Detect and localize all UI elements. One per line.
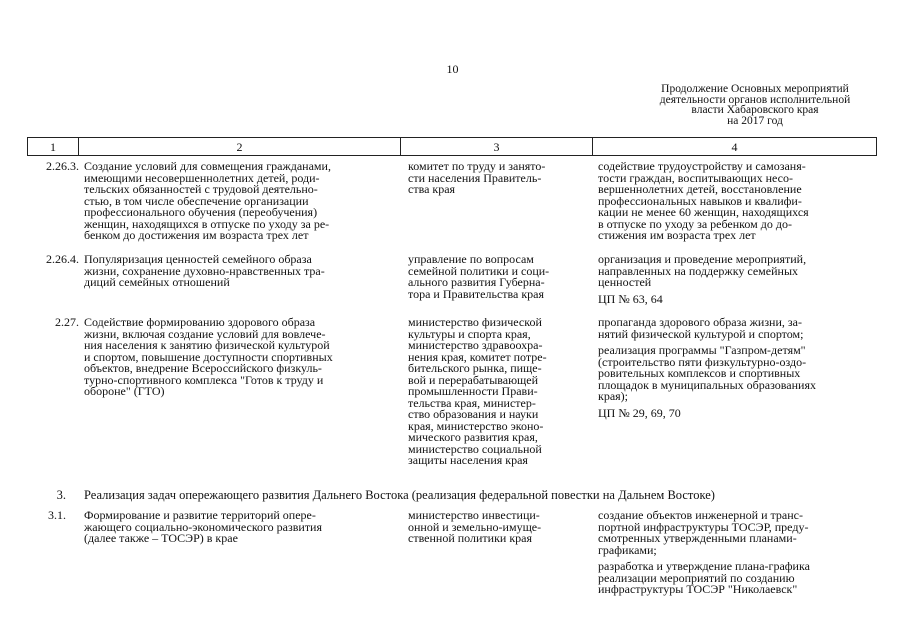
expected-result: [598, 161, 873, 242]
text-line: диций семейных отношений: [84, 275, 230, 289]
text-line: края);: [598, 389, 629, 403]
text-line: турно-спортивного комплекса "Готов к труду и: [84, 372, 324, 387]
activity-description: [84, 510, 402, 545]
text-line: Популяризация ценностей семейного образа: [84, 252, 312, 266]
text-line: вой и перерабатывающей: [408, 372, 539, 387]
text-line: министерство здравоохра-: [408, 338, 543, 352]
text-line: (строительство пяти физкультурно-оздо-: [598, 354, 807, 369]
header-cell-1: 1: [27, 137, 79, 156]
text-line: инфраструктуры ТОСЭР "Николаевск": [598, 582, 798, 596]
text-line: женщин, находящихся в отпуске по уходу за ре-: [84, 216, 330, 231]
responsible-body: [408, 510, 586, 545]
text-line: смотренных утвержденными планами-: [598, 531, 797, 545]
header-cell-3: 3: [400, 137, 593, 156]
text-line: графиками;: [598, 542, 657, 557]
text-line: содействие трудоустройству и самозаня-: [598, 159, 806, 173]
text-line: портной инфраструктуры ТОСЭР, преду-: [598, 519, 809, 534]
text-line: профессионального обучения (переобучения): [84, 205, 318, 219]
continuation-line: на 2017 год: [727, 114, 783, 127]
text-line: жизни, включая создание условий для вовлече-: [84, 326, 326, 341]
text-line: площадок в муниципальных образованиях: [598, 377, 816, 392]
text-line: комитет по труду и занято-: [408, 159, 546, 173]
program-reference: ЦП № 29, 69, 70: [598, 405, 681, 420]
text-line: обороне" (ГТО): [84, 384, 165, 398]
text-line: жающего социально-экономического развития: [84, 519, 323, 534]
text-line: ство образования и науки: [408, 407, 539, 421]
text-line: стью, в том числе обеспечение организации: [84, 193, 309, 208]
continuation-line: власти Хабаровского края: [691, 104, 819, 116]
text-line: управление по вопросам: [408, 252, 534, 266]
text-line: онной и земельно-имуще-: [408, 519, 542, 534]
continuation-heading: [640, 84, 870, 126]
text-line: края, министерство эконо-: [408, 418, 544, 433]
text-line: в отпуске по уходу за ребенком до до-: [598, 216, 792, 231]
text-line: стижения им возраста трех лет: [598, 228, 756, 242]
text-line: имеющими несовершеннолетних детей, роди-: [84, 170, 320, 185]
text-line: Формирование и развитие территорий опере-: [84, 508, 316, 522]
text-line: тельских обязанностей с трудовой деятельно-: [84, 182, 318, 196]
text-line: бенком до достижения им возраста трех лет: [84, 228, 309, 242]
row-number: 3.1.: [48, 508, 66, 522]
text-line: защиты населения края: [408, 453, 528, 467]
expected-result: [598, 510, 873, 596]
text-line: тости граждан, воспитывающих несо-: [598, 170, 793, 185]
activity-description: [84, 254, 402, 289]
text-line: жизни, сохранение духовно-нравственных тра-: [84, 263, 325, 278]
text-line: ственной политики края: [408, 531, 533, 545]
text-line: министерство физической: [408, 315, 542, 329]
responsible-body: [408, 317, 586, 467]
text-line: и спортом, повышение доступности спортивных: [84, 349, 333, 364]
text-line: бительского рынка, пище-: [408, 361, 542, 375]
text-line: ровительных комплексов и спортивных: [598, 366, 801, 380]
text-line: министерство социальной: [408, 441, 542, 456]
text-line: реализация программы "Газпром-детям": [598, 343, 806, 357]
text-line: сти населения Правитель-: [408, 170, 542, 185]
text-line: нения края, комитет потре-: [408, 349, 547, 364]
page-number: 10: [446, 62, 459, 76]
text-line: создание объектов инженерной и транс-: [598, 508, 803, 522]
section-title: Реализация задач опережающего развития Дальнего Востока (реализация федеральной повестки на Дальнем Востоке): [84, 488, 715, 502]
text-line: нятий физической культурой и спортом;: [598, 326, 804, 341]
row-number: 2.27.: [55, 315, 79, 329]
text-line: кации не менее 60 женщин, находящихся: [598, 205, 809, 219]
responsible-body: [408, 161, 586, 196]
header-cell-2: 2: [78, 137, 401, 156]
text-line: семейной политики и соци-: [408, 263, 550, 278]
activity-description: [84, 161, 402, 242]
program-reference: ЦП № 63, 64: [598, 291, 663, 306]
text-line: направленных на поддержку семейных: [598, 263, 799, 278]
text-line: ния населения к занятию физической культурой: [84, 338, 330, 352]
row-number: 2.26.3.: [46, 159, 79, 173]
expected-result: [598, 254, 873, 305]
continuation-line: Продолжение Основных мероприятий: [661, 83, 849, 95]
text-line: реализации мероприятий по созданию: [598, 570, 795, 585]
header-cell-4: 4: [592, 137, 877, 156]
text-line: (далее также – ТОСЭР) в крае: [84, 531, 238, 545]
text-line: ства края: [408, 182, 456, 196]
text-line: разработка и утверждение плана-графика: [598, 559, 810, 573]
row-number: 2.26.4.: [46, 252, 79, 266]
text-line: вершеннолетних детей, восстановление: [598, 182, 802, 196]
section-number: 3.: [56, 488, 66, 502]
expected-result: [598, 317, 873, 419]
text-line: культуры и спорта края,: [408, 326, 531, 341]
text-line: тельства края, министер-: [408, 395, 536, 410]
text-line: организация и проведение мероприятий,: [598, 252, 807, 266]
continuation-line: деятельности органов исполнительной: [659, 93, 851, 106]
text-line: профессиональных навыков и квалифи-: [598, 193, 802, 208]
table-header-row: [27, 137, 877, 156]
activity-description: [84, 317, 402, 398]
text-line: Создание условий для совмещения гражданами,: [84, 159, 331, 173]
responsible-body: [408, 254, 586, 300]
text-line: промышленности Прави-: [408, 384, 538, 398]
text-line: ального развития Губерна-: [408, 275, 545, 289]
text-line: Содействие формированию здорового образа: [84, 315, 316, 329]
text-line: тора и Правительства края: [408, 286, 545, 301]
text-line: пропаганда здорового образа жизни, за-: [598, 315, 802, 329]
text-line: ценностей: [598, 275, 652, 289]
text-line: объектов, внедрение Всероссийского физкуль-: [84, 361, 322, 375]
text-line: министерство инвестици-: [408, 508, 540, 522]
text-line: мического развития края,: [408, 430, 538, 444]
